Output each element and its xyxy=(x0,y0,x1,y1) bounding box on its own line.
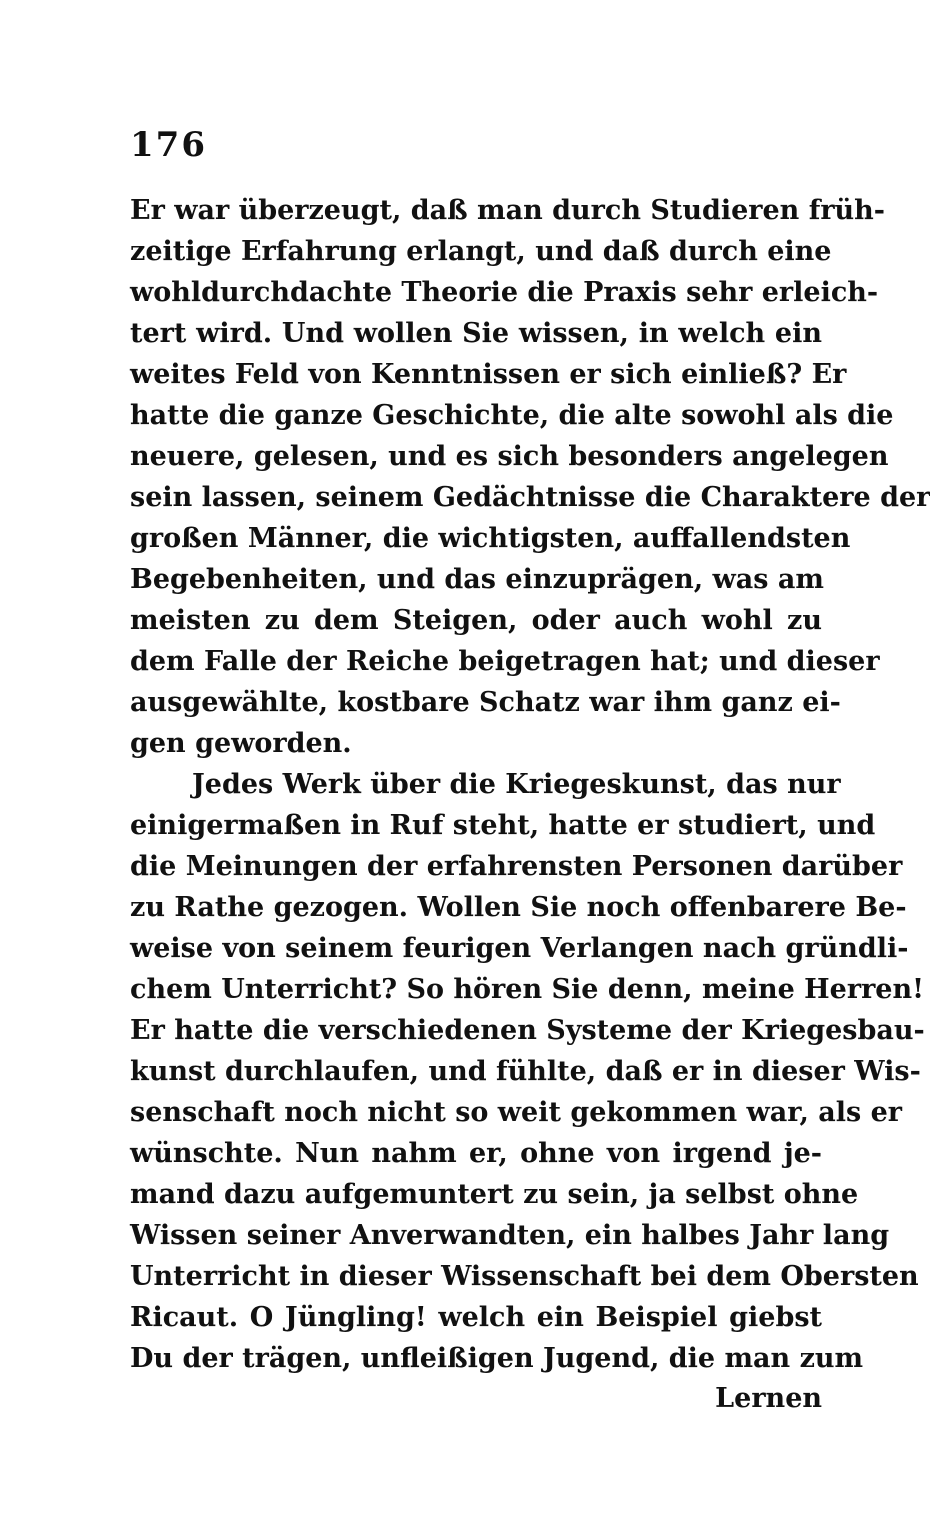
text-line: weites Feld von Kenntnissen er sich einließ? Er xyxy=(130,359,847,390)
text-line: zu Rathe gezogen. Wollen Sie noch offenbarere Be- xyxy=(130,892,907,923)
text-line: chem Unterricht? So hören Sie denn, meine Herren! xyxy=(130,974,924,1005)
text-line: Begebenheiten, und das einzuprägen, was am xyxy=(130,564,824,595)
text-line: ausgewählte, kostbare Schatz war ihm ganz ei- xyxy=(130,687,841,718)
text-line: zeitige Erfahrung erlangt, und daß durch eine xyxy=(130,236,832,267)
text-line: mand dazu aufgemuntert zu sein, ja selbst ohne xyxy=(130,1179,859,1210)
text-line: senschaft noch nicht so weit gekommen war, als er xyxy=(130,1097,903,1128)
text-line: weise von seinem feurigen Verlangen nach gründli- xyxy=(130,933,909,964)
text-line: sein lassen, seinem Gedächtnisse die Charaktere der xyxy=(130,482,930,513)
text-line: Er hatte die verschiedenen Systeme der Kriegesbau- xyxy=(130,1015,925,1046)
text-line: Wissen seiner Anverwandten, ein halbes Jahr lang xyxy=(130,1220,890,1251)
text-line: dem Falle der Reiche beigetragen hat; und dieser xyxy=(130,646,880,677)
catchword: Lernen xyxy=(715,1383,822,1414)
text-line: Unterricht in dieser Wissenschaft bei dem Obersten xyxy=(130,1261,919,1292)
text-line: die Meinungen der erfahrensten Personen darüber xyxy=(130,851,903,882)
text-line: kunst durchlaufen, und fühlte, daß er in dieser Wis- xyxy=(130,1056,921,1087)
paragraph-start-line: Jedes Werk über die Kriegeskunst, das nur xyxy=(192,769,841,800)
text-line: hatte die ganze Geschichte, die alte sowohl als die xyxy=(130,400,894,431)
text-line: Du der trägen, unfleißigen Jugend, die man zum xyxy=(130,1343,864,1374)
text-line: neuere, gelesen, und es sich besonders angelegen xyxy=(130,441,889,472)
body-text xyxy=(130,190,930,1379)
text-line: meisten zu dem Steigen, oder auch wohl zu xyxy=(130,605,822,636)
paragraph-end-line: gen geworden. xyxy=(130,728,352,759)
page-number: 176 xyxy=(130,125,207,165)
text-line: einigermaßen in Ruf steht, hatte er studiert, und xyxy=(130,810,876,841)
text-line: tert wird. Und wollen Sie wissen, in welch ein xyxy=(130,318,822,349)
text-line: wünschte. Nun nahm er, ohne von irgend je- xyxy=(130,1138,822,1169)
text-line: Ricaut. O Jüngling! welch ein Beispiel giebst xyxy=(130,1302,822,1333)
text-line: Er war überzeugt, daß man durch Studieren früh- xyxy=(130,195,886,226)
text-line: wohldurchdachte Theorie die Praxis sehr erleich- xyxy=(130,277,879,308)
text-line: großen Männer, die wichtigsten, auffallendsten xyxy=(130,523,851,554)
